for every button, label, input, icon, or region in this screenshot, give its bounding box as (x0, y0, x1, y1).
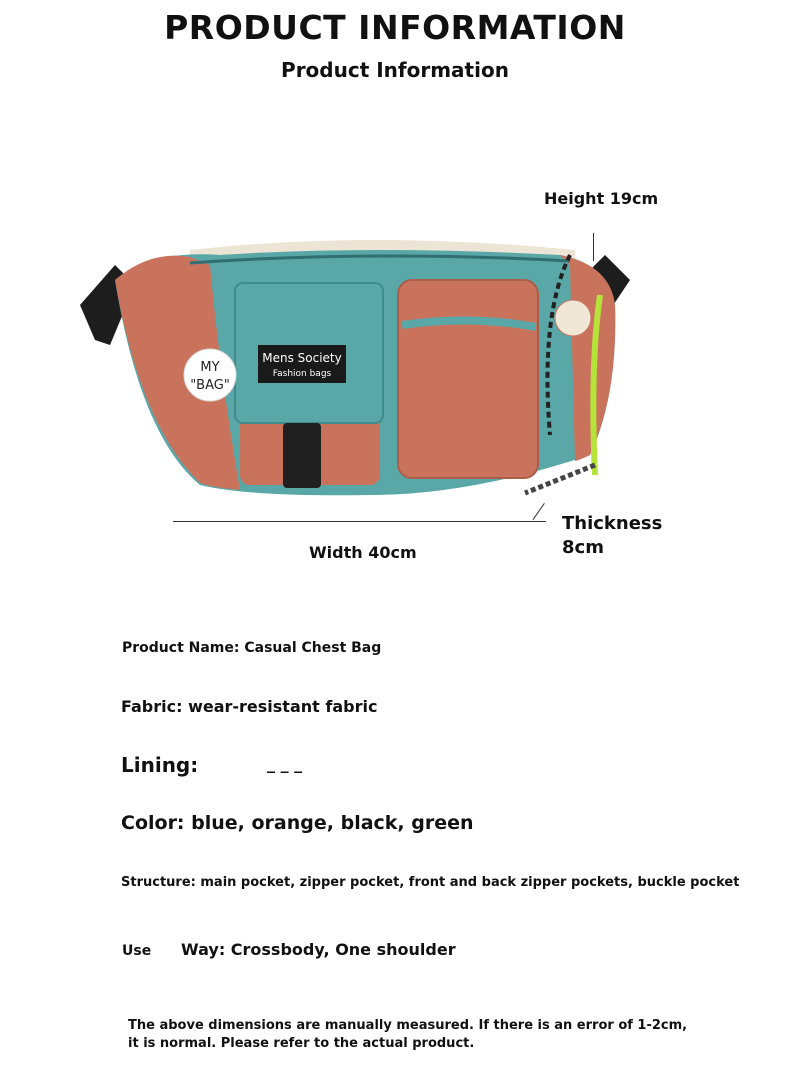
badge-line2: "BAG" (190, 378, 230, 393)
label-line1: Mens Society (262, 351, 342, 365)
height-line (593, 233, 594, 261)
product-image (70, 225, 630, 515)
spec-structure: Structure: main pocket, zipper pocket, front and back zipper pockets, buckle pocket (121, 875, 740, 890)
width-line (173, 521, 546, 522)
spec-way: Way: Crossbody, One shoulder (181, 940, 456, 959)
spec-product-name: Product Name: Casual Chest Bag (122, 640, 382, 656)
thickness-label (562, 512, 662, 560)
width-label: Width 40cm (309, 543, 417, 562)
thickness-line2: 8cm (562, 537, 604, 558)
page-title: PRODUCT INFORMATION (164, 8, 626, 47)
spec-lining-value: _ _ _ (267, 754, 303, 773)
front-zip-pocket (398, 280, 538, 478)
label-line2: Fashion bags (272, 369, 332, 379)
disclaimer-note: The above dimensions are manually measured. If there is an error of 1-2cm, it is normal. Please refer to the actual product. (128, 1018, 688, 1051)
spec-fabric: Fabric: wear-resistant fabric (121, 697, 378, 716)
spec-lining-label: Lining: (121, 753, 199, 777)
side-badge (555, 300, 591, 336)
thickness-line1: Thickness (562, 513, 663, 534)
buckle (283, 423, 321, 488)
height-label: Height 19cm (544, 189, 659, 208)
page-subtitle: Product Information (281, 58, 509, 82)
spec-use-label: Use (122, 943, 152, 959)
badge-line1: MY (200, 360, 220, 375)
spec-color: Color: blue, orange, black, green (121, 812, 474, 834)
badge (184, 349, 236, 401)
